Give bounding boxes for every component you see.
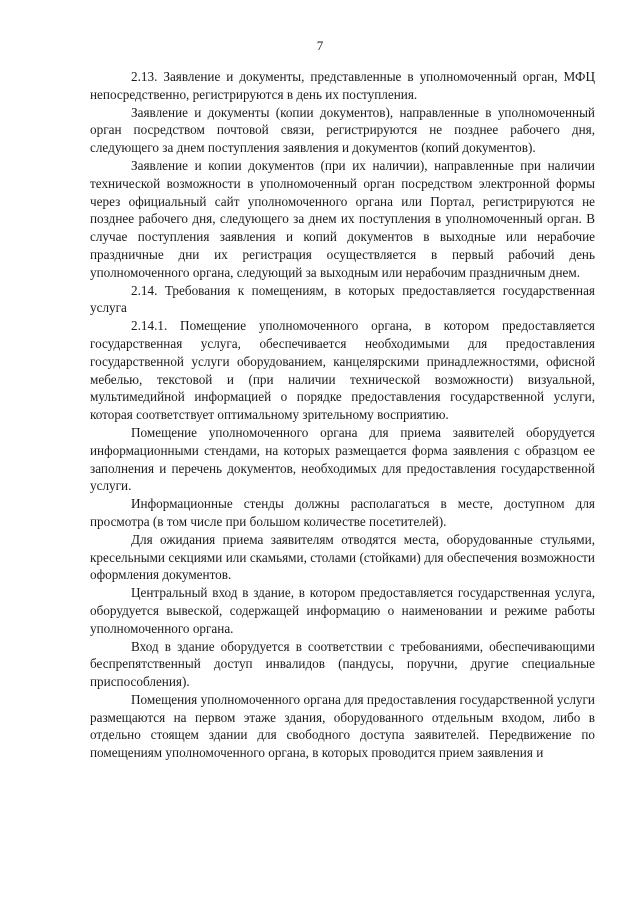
document-body: [90, 68, 595, 762]
paragraph-premises-location: Помещения уполномоченного органа для предоставления государственной услуги размещаются на первом этаже здания, оборудованного отдельным входом, либо в отдельно стоящем здании для свободного доступа заявителей. Передвижение по помещениям уполномоченного органа, в которых проводится прием заявления и: [90, 691, 595, 761]
section-heading-2-14: 2.14. Требования к помещениям, в которых предоставляется государственная услуга: [90, 282, 595, 316]
paragraph-accessible-entrance: Вход в здание оборудуется в соответствии с требованиями, обеспечивающими беспрепятственный доступ инвалидов (пандусы, поручни, другие специальные приспособления).: [90, 638, 595, 690]
paragraph-stands-location: Информационные стенды должны располагаться в месте, доступном для просмотра (в том числе при большом количестве посетителей).: [90, 496, 595, 529]
paragraph-central-entrance: Центральный вход в здание, в котором предоставляется государственная услуга, оборудуется вывеской, содержащей информацию о наименовании и режиме работы уполномоченного органа.: [90, 585, 595, 636]
paragraph-waiting-area: Для ожидания приема заявителям отводятся места, оборудованные стульями, кресельными секциями или скамьями, столами (стойками) для обеспечения возможности оформления документов.: [90, 531, 595, 583]
paragraph-electronic-registration: Заявление и копии документов (при их наличии), направленные при наличии технической возможности в уполномоченный орган посредством электронной формы через официальный сайт уполномоченного органа или Портал, регистрируются не позднее рабочего дня, следующего за днем их поступления в уполномоченный орган. В случае поступления заявления и копий документов в выходные или нерабочие праздничные дни их регистрация осуществляется в первый рабочий день уполномоченного органа, следующий за выходным или нерабочим праздничным днем.: [90, 157, 595, 280]
paragraph-2-14-1: 2.14.1. Помещение уполномоченного органа, в котором предоставляется государственная услуга, обеспечивается необходимыми для предоставления государственной услуги оборудованием, канцелярскими принадлежностями, офисной мебелью, текстовой и (при наличии технической возможности) визуальной, мультимедийной информацией о порядке предоставления государственной услуги, которая соответствует оптимальному зрительному восприятию.: [90, 318, 595, 423]
paragraph-2-13: 2.13. Заявление и документы, представленные в уполномоченный орган, МФЦ непосредственно, регистрируются в день их поступления.: [90, 69, 595, 102]
page-number: 7: [316, 38, 324, 53]
paragraph-info-stands: Помещение уполномоченного органа для приема заявителей оборудуется информационными стендами, на которых размещается форма заявления с образцом ее заполнения и перечень документов, необходимых для предоставления государственной услуги.: [90, 424, 595, 494]
paragraph-postal-registration: Заявление и документы (копии документов), направленные в уполномоченный орган посредством почтовой связи, регистрируются не позднее рабочего дня, следующего за днем поступления заявления и документов (копий документов).: [90, 104, 595, 156]
